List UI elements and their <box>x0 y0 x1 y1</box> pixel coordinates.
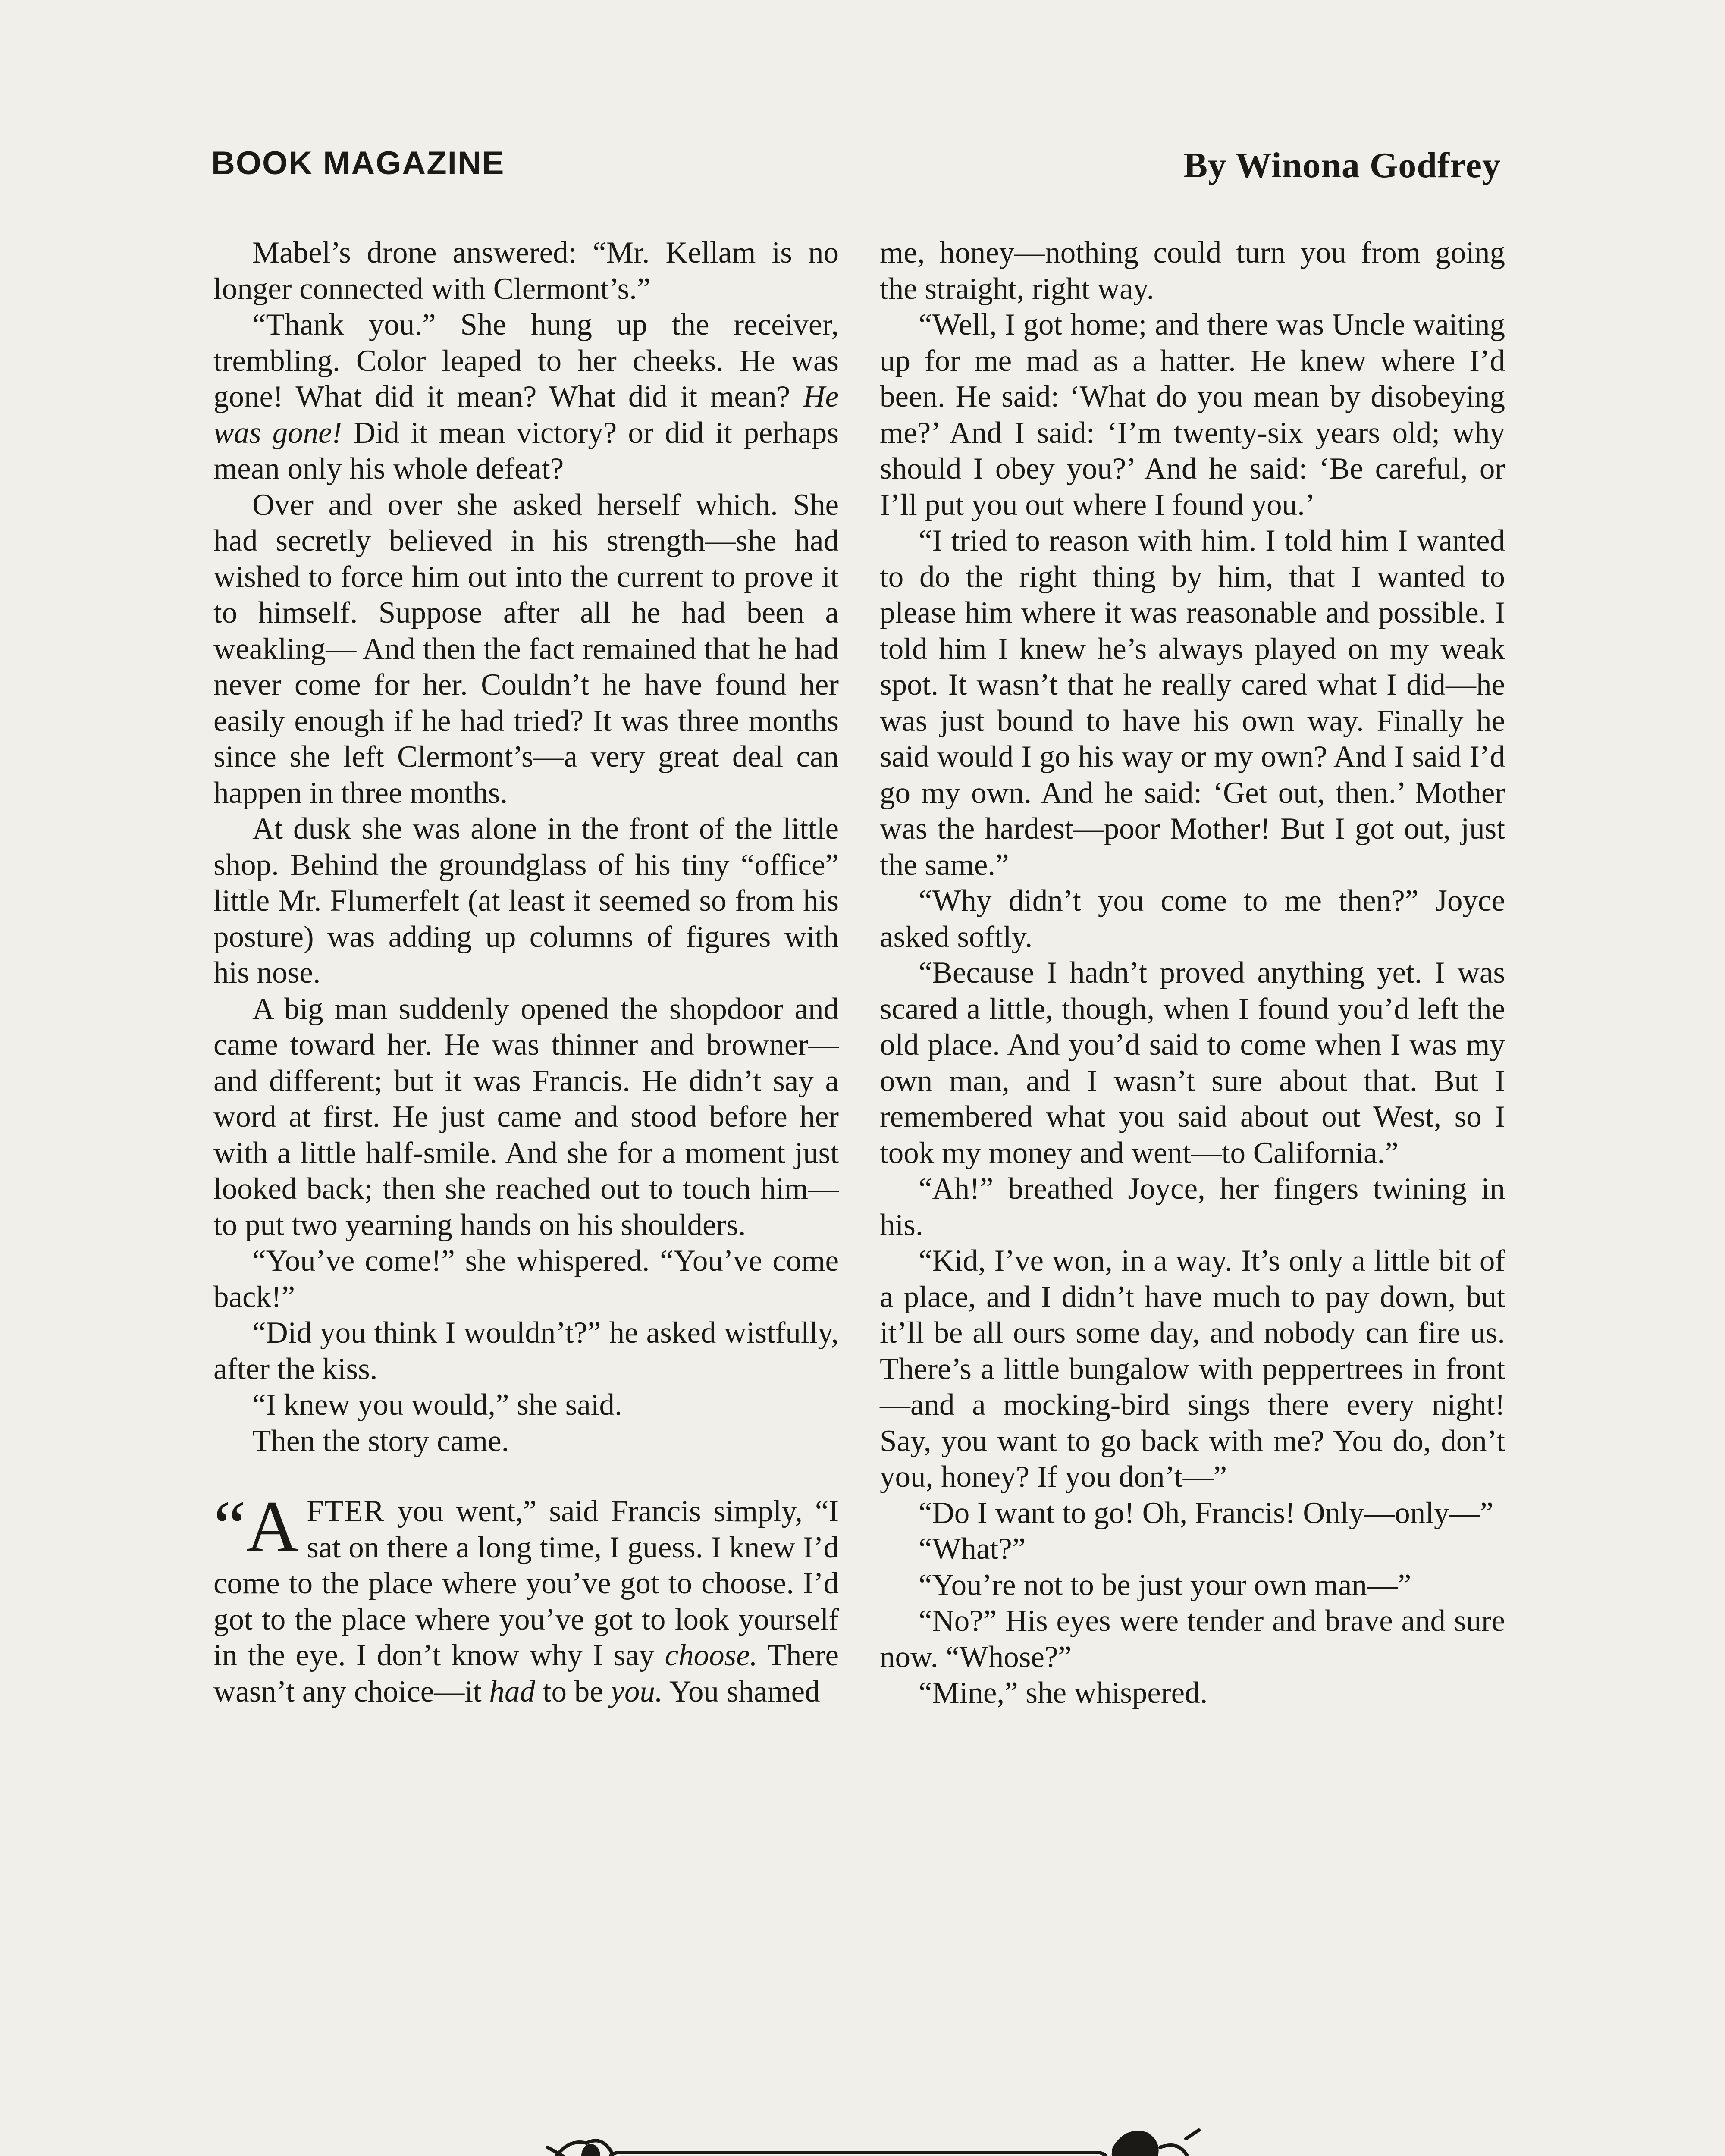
paragraph: “No?” His eyes were tender and brave and sure now. “Whose?” <box>880 1604 1505 1674</box>
paragraph-text: You shamed <box>662 1674 820 1708</box>
drop-cap-letter: A <box>246 1486 299 1567</box>
paragraph: “Did you think I wouldn’t?” he asked wistfully, after the kiss. <box>213 1316 839 1386</box>
paragraph-text: “Thank you.” She hung up the receiver, trembling. Color leaped to her cheeks. He was gone! What did it mean? What did it mean? <box>213 308 839 414</box>
dropcap-paragraph <box>213 1486 839 1710</box>
italic-word: choose. <box>665 1639 758 1672</box>
paragraph-continued: me, honey—nothing could turn you from going the straight, right way. <box>880 236 1505 306</box>
text-column-right <box>880 235 1505 1711</box>
paragraph: “I knew you would,” she said. <box>252 1388 622 1422</box>
paragraph-text: Did it mean victory? or did it perhaps mean only his whole defeat? <box>213 416 839 486</box>
text-column-left <box>213 235 839 1710</box>
paragraph: A big man suddenly opened the shopdoor and came toward her. He was thinner and browner—and different; but it was Francis. He didn’t say a word at first. He just came and stood before her with a little half-smile. And she for a moment just looked back; then she reached out to touch him—to put two yearning hands on his shoulders. <box>213 992 839 1242</box>
paragraph: Then the story came. <box>252 1424 509 1458</box>
paragraph: “Ah!” breathed Joyce, her fingers twining in his. <box>880 1172 1505 1242</box>
paragraph: “Do I want to go! Oh, Francis! Only—only—” <box>919 1496 1493 1530</box>
paragraph: “You’ve come!” she whispered. “You’ve come back!” <box>213 1244 839 1314</box>
paragraph-text: There wasn’t any choice—it <box>213 1639 839 1708</box>
running-head-author: By Winona Godfrey <box>1183 145 1501 185</box>
paragraph: “Why didn’t you come to me then?” Joyce asked softly. <box>880 884 1505 954</box>
paragraph: At dusk she was alone in the front of the little shop. Behind the groundglass of his tiny “office” little Mr. Flumerfelt (at least it seemed so from his posture) was adding up columns of figures with his nose. <box>213 812 839 990</box>
paragraph: “I tried to reason with him. I told him I wanted to do the right thing by him, that I wanted to please him where it was reasonable and possible. I told him I knew he’s always played on my weak spot. It wasn’t that he really cared what I did—he was just bound to have his own way. Finally he said would I go his way or my own? And I said I’d go my own. And he said: ‘Get out, then.’ Mother was the hardest—poor Mother! But I got out, just the same.” <box>880 524 1505 882</box>
paragraph: “You’re not to be just your own man—” <box>919 1568 1411 1602</box>
paragraph: “Well, I got home; and there was Uncle waiting up for me mad as a hatter. He knew where I’d been. He said: ‘What do you mean by disobeying me?’ And I said: ‘I’m twenty-six years old; why should I obey you?’ And he said: ‘Be careful, or I’ll put you out where I found you.’ <box>880 308 1505 522</box>
italic-word: had <box>489 1674 535 1708</box>
italic-word: you. <box>611 1674 663 1708</box>
paragraph: “Mine,” she whispered. <box>919 1676 1208 1710</box>
drop-cap <box>213 1486 299 1567</box>
paragraph: “What?” <box>919 1532 1026 1566</box>
running-head-magazine-title: BOOK MAGAZINE <box>211 145 505 182</box>
drop-cap-quote: “ <box>213 1486 246 1567</box>
end-ornament-icon <box>539 2113 1208 2156</box>
paragraph: “Because I hadn’t proved anything yet. I was scared a little, though, when I found you’d left the old place. And you’d said to come when I was my own man, and I wasn’t sure about that. But I remembered what you said about out West, so I took my money and went—to California.” <box>880 956 1505 1170</box>
paragraph-text: you went,” said Francis simply, “I sat on there a long time, I guess. I knew I’d come to the place where you’ve got to choose. I’d got to the place where you’ve got to look yourself in the eye. I don’t know why I say <box>213 1495 839 1672</box>
small-caps-word: FTER <box>307 1495 385 1528</box>
paragraph: Mabel’s drone answered: “Mr. Kellam is no longer connected with Clermont’s.” <box>213 236 839 306</box>
paragraph: “Kid, I’ve won, in a way. It’s only a little bit of a place, and I didn’t have much to pay down, but it’ll be all ours some day, and nobody can fire us. There’s a little bungalow with peppertrees in front—and a mocking-bird sings there every night! Say, you want to go back with me? You do, don’t you, honey? If you don’t—” <box>880 1244 1505 1494</box>
italic-phrase: He was gone! <box>213 380 839 450</box>
paragraph-text: to be <box>535 1674 603 1708</box>
paragraph: Over and over she asked herself which. She had secretly believed in his strength—she had wished to force him out into the current to prove it to himself. Suppose after all he had been a weakling— And then the fact remained that he had never come for her. Couldn’t he have found her easily enough if he had tried? It was three months since she left Clermont’s—a very great deal can happen in three months. <box>213 488 839 810</box>
paragraph <box>213 307 839 487</box>
